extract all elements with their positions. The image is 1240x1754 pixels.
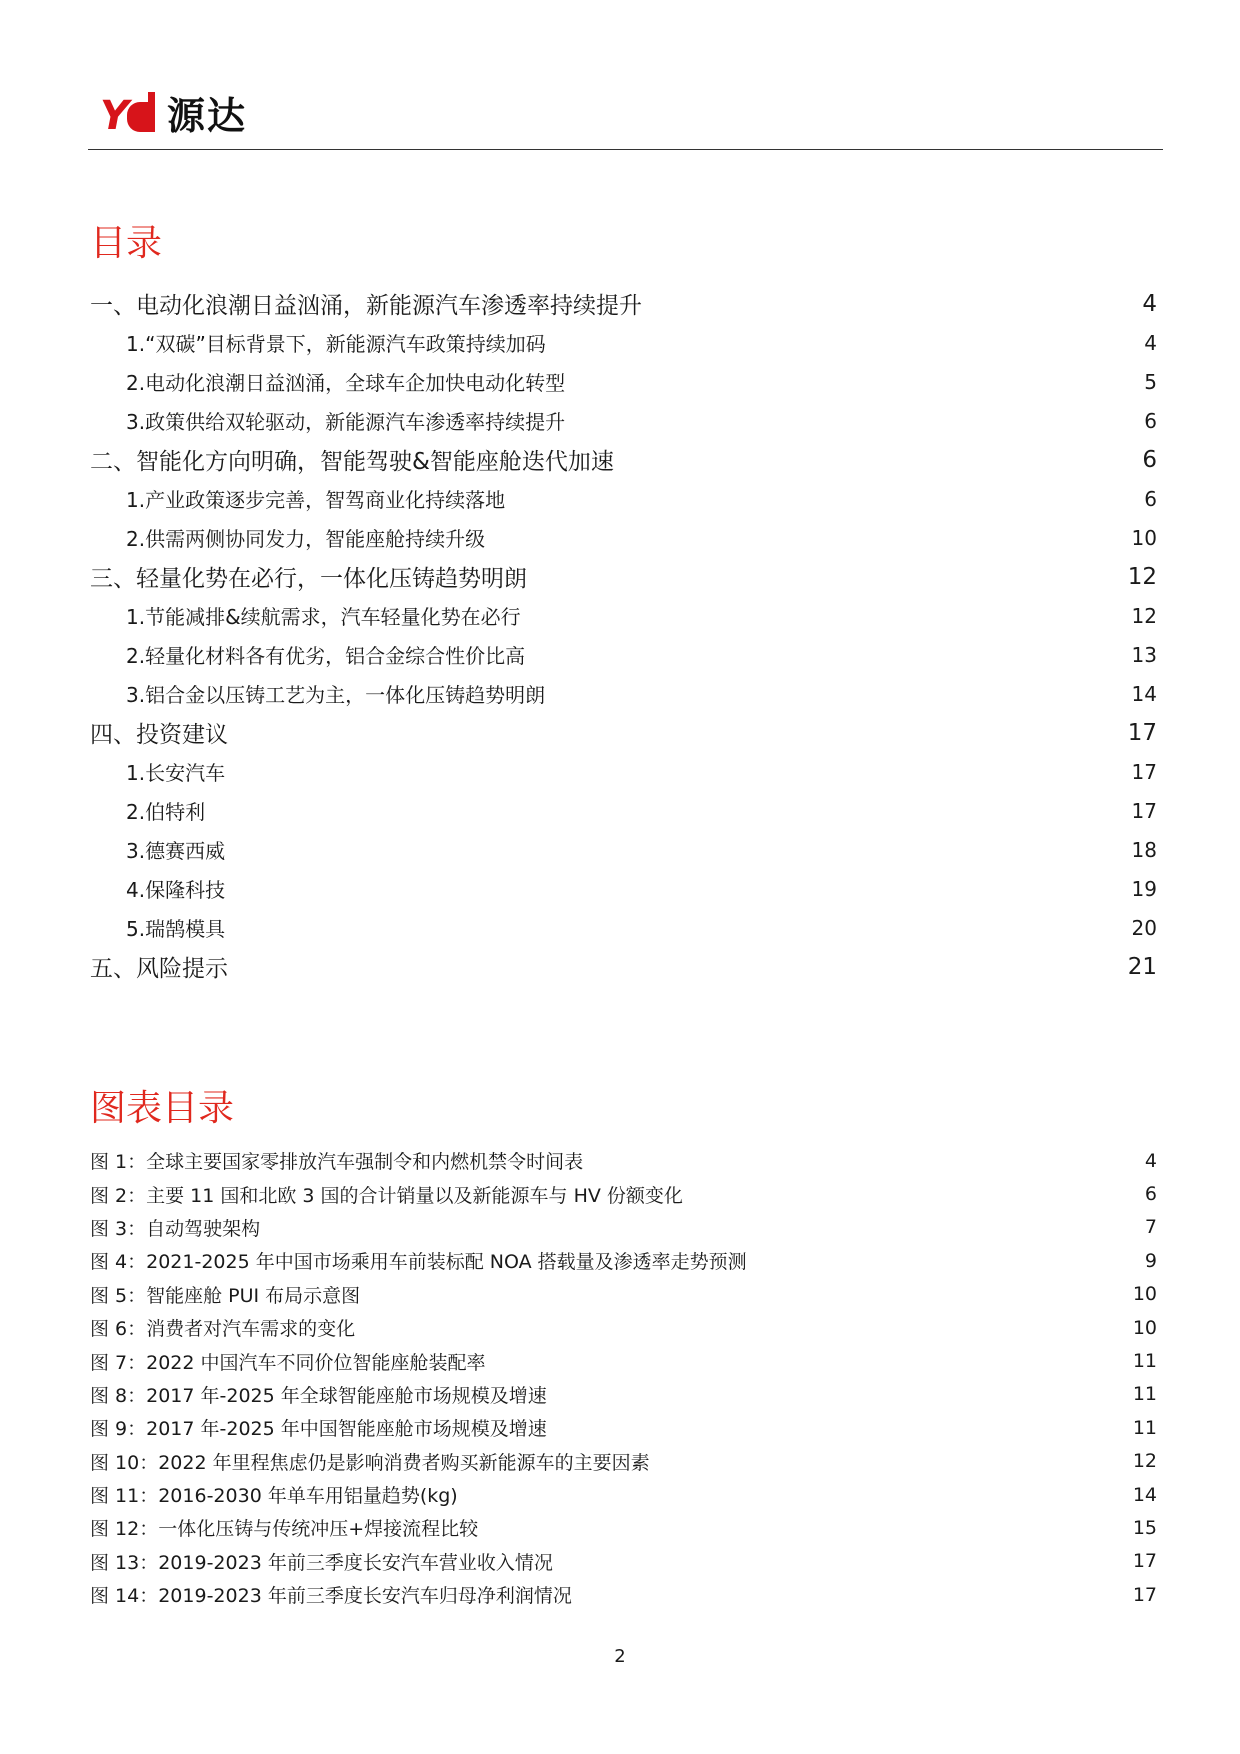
figure-entry-label: 图 7：2022 中国汽车不同价位智能座舱装配率 — [90, 1351, 486, 1374]
figure-entry-page: 14 — [1132, 1483, 1157, 1506]
figure-entry-page: 10 — [1132, 1283, 1157, 1306]
toc-entry-page: 17 — [1131, 759, 1157, 784]
toc-entry-label: 二、智能化方向明确，智能驾驶&智能座舱迭代加速 — [90, 449, 614, 475]
toc-entry-page: 17 — [1127, 719, 1157, 746]
figure-entry-page: 17 — [1132, 1583, 1157, 1606]
figure-entry-label: 图 10：2022 年里程焦虑仍是影响消费者购买新能源车的主要因素 — [90, 1451, 650, 1474]
toc-entry-page: 6 — [1144, 408, 1157, 433]
toc-entry-page: 14 — [1131, 681, 1157, 706]
toc-entry-label: 3.德赛西威 — [126, 839, 226, 863]
figure-entry-label: 图 4：2021-2025 年中国市场乘用车前装标配 NOA 搭载量及渗透率走势预测 — [90, 1251, 747, 1274]
toc-entry-label: 五、风险提示 — [90, 956, 228, 982]
toc-entry-page: 5 — [1144, 369, 1157, 394]
toc-entry-label: 四、投资建议 — [90, 722, 228, 748]
figure-entry-label: 图 9：2017 年-2025 年中国智能座舱市场规模及增速 — [90, 1418, 547, 1441]
figure-index-entry[interactable] — [90, 1144, 1157, 1177]
toc-chapter-entry[interactable] — [90, 713, 1157, 752]
figure-index-entry[interactable] — [90, 1411, 1157, 1444]
toc-entry-page: 19 — [1131, 876, 1157, 901]
figure-entry-label: 图 11：2016-2030 年单车用铝量趋势(kg) — [90, 1485, 458, 1508]
figure-entry-label: 图 13：2019-2023 年前三季度长安汽车营业收入情况 — [90, 1551, 553, 1574]
toc-section-entry[interactable] — [90, 518, 1157, 557]
figure-index-entry[interactable] — [90, 1344, 1157, 1377]
toc-section-entry[interactable] — [90, 401, 1157, 440]
toc-section-entry[interactable] — [90, 362, 1157, 401]
toc-entry-page: 12 — [1127, 563, 1157, 590]
figure-index-entry[interactable] — [90, 1511, 1157, 1544]
figure-entry-page: 9 — [1144, 1249, 1157, 1272]
figure-entry-label: 图 8：2017 年-2025 年全球智能座舱市场规模及增速 — [90, 1384, 547, 1407]
figure-entry-label: 图 12：一体化压铸与传统冲压+焊接流程比较 — [90, 1518, 479, 1541]
figure-entry-label: 图 2：主要 11 国和北欧 3 国的合计销量以及新能源车与 HV 份额变化 — [90, 1184, 683, 1207]
toc-section-entry[interactable] — [90, 479, 1157, 518]
figure-entry-label: 图 5：智能座舱 PUI 布局示意图 — [90, 1284, 361, 1307]
toc-title: 目录 — [90, 223, 163, 264]
toc-entry-label: 三、轻量化势在必行，一体化压铸趋势明朗 — [90, 566, 527, 592]
figure-entry-page: 17 — [1132, 1550, 1157, 1573]
toc-entry-label: 2.伯特利 — [126, 800, 206, 824]
figure-entry-page: 11 — [1132, 1383, 1157, 1406]
figure-index-entry[interactable] — [90, 1445, 1157, 1478]
figure-index-entry[interactable] — [90, 1478, 1157, 1511]
figure-entry-page: 4 — [1144, 1149, 1157, 1172]
toc-entry-page: 18 — [1131, 837, 1157, 862]
toc-chapter-entry[interactable] — [90, 284, 1157, 323]
toc-entry-page: 4 — [1144, 330, 1157, 355]
toc-entry-page: 13 — [1131, 642, 1157, 667]
figure-entry-label: 图 3：自动驾驶架构 — [90, 1217, 261, 1240]
toc-section-entry[interactable] — [90, 752, 1157, 791]
toc-entry-label: 2.轻量化材料各有优劣，铝合金综合性价比高 — [126, 644, 526, 668]
toc-section-entry[interactable] — [90, 908, 1157, 947]
logo-text: 源达 — [166, 94, 247, 138]
page-number: 2 — [614, 1646, 626, 1667]
figure-entry-label: 图 6：消费者对汽车需求的变化 — [90, 1318, 356, 1341]
toc-entry-label: 5.瑞鹄模具 — [126, 917, 226, 941]
toc-chapter-entry[interactable] — [90, 557, 1157, 596]
toc-entry-label: 1.“双碳”目标背景下，新能源汽车政策持续加码 — [126, 332, 546, 356]
table-of-contents — [90, 284, 1157, 986]
toc-entry-page: 21 — [1127, 953, 1157, 980]
toc-chapter-entry[interactable] — [90, 947, 1157, 986]
figure-entry-page: 12 — [1132, 1450, 1157, 1473]
figure-index-entry[interactable] — [90, 1545, 1157, 1578]
toc-section-entry[interactable] — [90, 596, 1157, 635]
toc-entry-page: 10 — [1131, 525, 1157, 550]
figure-entry-page: 15 — [1132, 1516, 1157, 1539]
toc-entry-label: 1.节能减排&续航需求，汽车轻量化势在必行 — [126, 605, 521, 629]
toc-entry-page: 6 — [1142, 446, 1157, 473]
figure-entry-page: 6 — [1144, 1183, 1157, 1206]
toc-entry-label: 一、电动化浪潮日益汹涌，新能源汽车渗透率持续提升 — [90, 293, 642, 319]
figure-index-entry[interactable] — [90, 1244, 1157, 1277]
toc-entry-label: 2.电动化浪潮日益汹涌，全球车企加快电动化转型 — [126, 371, 566, 395]
toc-entry-label: 3.铝合金以压铸工艺为主，一体化压铸趋势明朗 — [126, 683, 546, 707]
figure-entry-label: 图 1：全球主要国家零排放汽车强制令和内燃机禁令时间表 — [90, 1151, 584, 1174]
toc-section-entry[interactable] — [90, 323, 1157, 362]
figure-entry-page: 10 — [1132, 1316, 1157, 1339]
header-divider — [88, 149, 1163, 150]
figure-index-entry[interactable] — [90, 1378, 1157, 1411]
toc-section-entry[interactable] — [90, 869, 1157, 908]
figure-entry-page: 7 — [1144, 1216, 1157, 1239]
figure-index — [90, 1144, 1157, 1611]
figure-index-entry[interactable] — [90, 1578, 1157, 1611]
toc-entry-page: 20 — [1131, 915, 1157, 940]
toc-entry-label: 1.长安汽车 — [126, 761, 226, 785]
toc-entry-page: 17 — [1131, 798, 1157, 823]
figure-entry-page: 11 — [1132, 1350, 1157, 1373]
figure-entry-page: 11 — [1132, 1416, 1157, 1439]
toc-section-entry[interactable] — [90, 674, 1157, 713]
figure-index-entry[interactable] — [90, 1211, 1157, 1244]
figure-index-entry[interactable] — [90, 1177, 1157, 1210]
company-logo — [100, 94, 247, 138]
toc-entry-label: 4.保隆科技 — [126, 878, 226, 902]
toc-entry-label: 3.政策供给双轮驱动，新能源汽车渗透率持续提升 — [126, 410, 566, 434]
page-header — [88, 86, 1163, 152]
toc-entry-page: 12 — [1131, 603, 1157, 628]
figure-index-entry[interactable] — [90, 1278, 1157, 1311]
toc-section-entry[interactable] — [90, 635, 1157, 674]
logo-mark-icon: Y — [100, 96, 153, 136]
toc-section-entry[interactable] — [90, 791, 1157, 830]
figure-index-entry[interactable] — [90, 1311, 1157, 1344]
toc-entry-label: 2.供需两侧协同发力，智能座舱持续升级 — [126, 527, 486, 551]
toc-chapter-entry[interactable] — [90, 440, 1157, 479]
toc-entry-label: 1.产业政策逐步完善，智驾商业化持续落地 — [126, 488, 506, 512]
toc-entry-page: 4 — [1142, 290, 1157, 317]
toc-entry-page: 6 — [1144, 486, 1157, 511]
figure-entry-label: 图 14：2019-2023 年前三季度长安汽车归母净利润情况 — [90, 1585, 572, 1608]
figure-index-title: 图表目录 — [90, 1088, 235, 1129]
toc-section-entry[interactable] — [90, 830, 1157, 869]
